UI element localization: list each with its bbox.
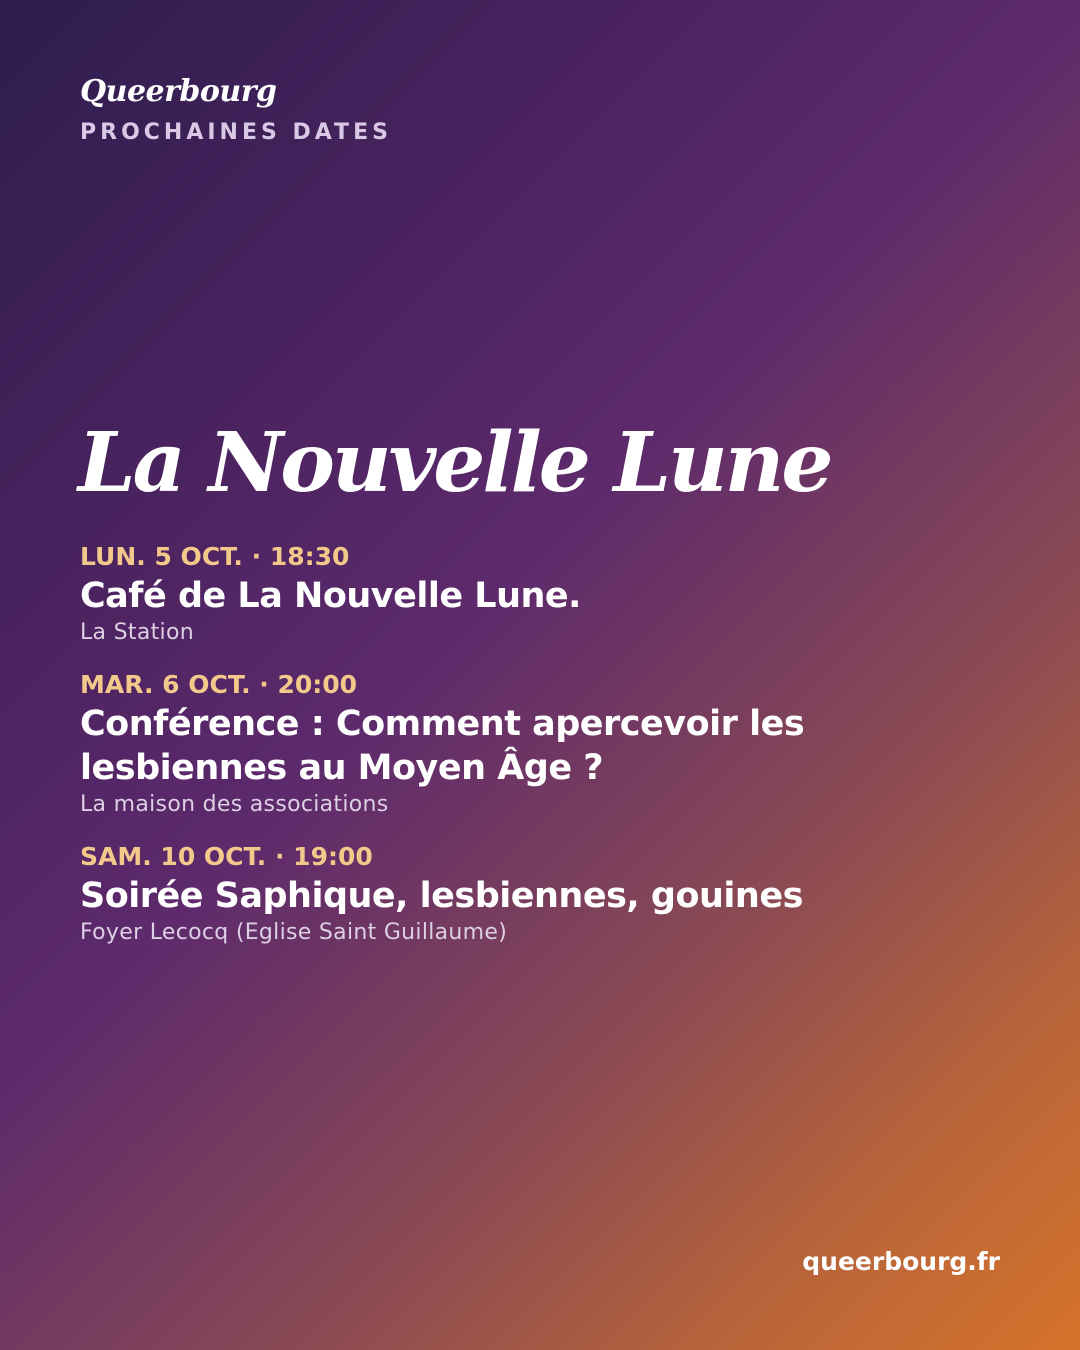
- event-item: [80, 840, 980, 948]
- event-item: [80, 668, 980, 820]
- event-item: [80, 540, 980, 648]
- event-date: MAR. 6 OCT. · 20:00: [80, 670, 358, 699]
- brand-logo: Queerbourg: [80, 74, 277, 109]
- event-place: La maison des associations: [80, 792, 389, 817]
- website-link[interactable]: queerbourg.fr: [802, 1247, 1000, 1276]
- event-name: Conférence : Comment apercevoir les lesbiennes au Moyen Âge ?: [80, 704, 805, 788]
- page-subtitle: PROCHAINES DATES: [80, 120, 392, 145]
- event-name: Café de La Nouvelle Lune.: [80, 576, 581, 616]
- event-date: LUN. 5 OCT. · 18:30: [80, 542, 350, 571]
- event-series-title: La Nouvelle Lune: [78, 415, 831, 511]
- event-place: La Station: [80, 620, 194, 645]
- event-date: SAM. 10 OCT. · 19:00: [80, 842, 373, 871]
- event-place: Foyer Lecocq (Eglise Saint Guillaume): [80, 920, 508, 945]
- event-list: [80, 540, 980, 968]
- event-name: Soirée Saphique, lesbiennes, gouines: [80, 876, 803, 916]
